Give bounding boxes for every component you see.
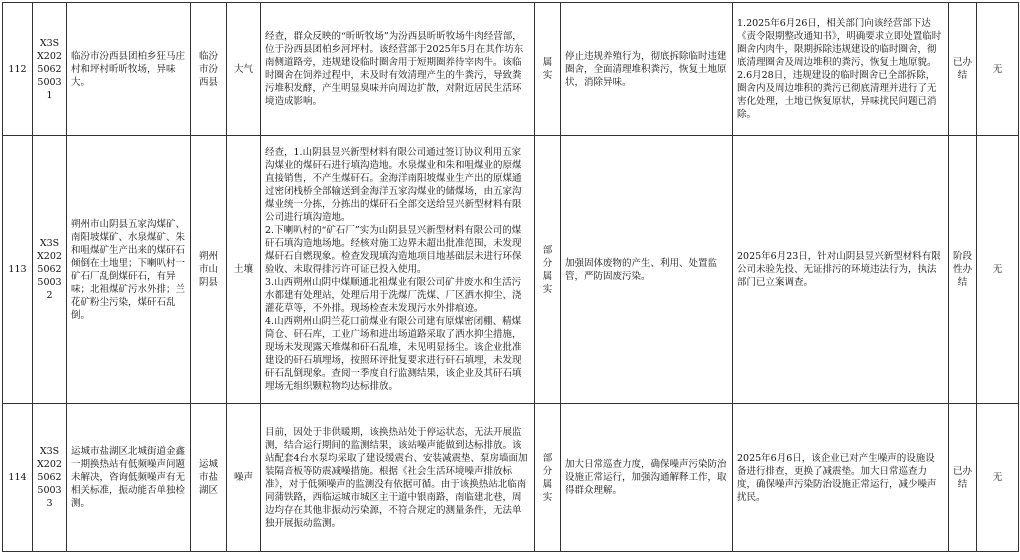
rectification-plan: 停止违规养殖行为，彻底拆除临时违建圈舍，全面清理堆积粪污，恢复土地原状，消除异味。 [561,3,733,136]
complaint-content: 运城市盐湖区北城街道金鑫一期换热站有低频噪声问题未解决，咨询低频噪声有无相关标准，振动能否单独检测。 [67,404,191,552]
case-status: 已办结 [949,3,977,136]
complaint-content: 临汾市汾西县团柏乡狂马庄村和坪村昕昕牧场，异味大。 [67,3,191,136]
rectification-progress [733,136,949,404]
complaint-content: 朔州市山阴县五家沟煤矿、南阳坡煤矿、水泉煤矿、朱和咀煤矿生产出来的煤矸石倾倒在土地里；下喇叭村一矿石厂乱倒煤矸石，有异味；北祖煤矿污水外排；兰花矿粉尘污染，煤矸石乱倒。 [67,136,191,404]
verdict: 部分属实 [535,136,561,404]
findings-item: 3.山西朔州山阴中煤顺通北祖煤业有限公司矿井废水和生活污水都建有处理站，处理后用于洗煤厂洗煤、厂区洒水抑尘、浇灌花草等，不外排。现场检查未发现污水外排痕迹。 [265,277,522,314]
administrative-area: 运城市盐湖区 [191,404,227,552]
investigation-findings: 目前，因处于非供暖期，该换热站处于停运状态，无法开展监测，结合运行期间的监测结果，该站噪声能做到达标排放。该站配套4台水泵均采取了建设缓震台、安装减震垫、泵房墙面加装隔音板等防震减噪措施。根据《社会生活环境噪声排放标准》，对于低频噪声的监测没有依据可循。由于该换热站北临南同蒲铁路，西临运城市城区主干道中银南路，南临建北巷，周边均存在其他非振动污染源，不符合规定的测量条件，无法单独开展振动监测。 [261,404,535,552]
verdict: 属实 [535,3,561,136]
case-code: X3SX202506250033 [33,404,67,552]
findings-item: 经查，1.山阴县昱兴新型材料有限公司通过签订协议利用五家沟煤业的煤矸石进行填沟造地。水泉煤业和朱和咀煤业的原煤直接销售，不产生煤矸石。金海洋南阳坡煤业生产出的原煤通过密闭栈桥全部输送到金海洋五家沟煤业的储煤场，由五家沟煤业统一分拣，分拣出的煤矸石全部交送给昱兴新型材料有限公司进行填沟造地。 [265,147,522,223]
investigation-findings: 经查，群众反映的“昕昕牧场”为汾西县昕昕牧场牛肉经营部，位于汾西县团柏乡河坪村。该经营部于2025年5月在其作坊东南侧道路旁，违规建设临时圈舍用于短期圈养待宰肉牛。该临时圈舍在饲养过程中，未及时有效清理产生的牛粪污，导致粪污堆积发酵，产生明显臭味并向周边扩散，对附近居民生活环境造成影响。 [261,3,535,136]
investigation-findings [261,136,535,404]
pollution-type: 土壤 [227,136,261,404]
progress-item: 2025年6月23日，针对山阴县昱兴新型材料有限公司未验先投、无证排污的环境违法行为，执法部门已立案调查。 [737,251,941,288]
progress-item: 2025年6月6日，该企业已对产生噪声的设施设备进行排查，更换了减震垫。加大日常巡查力度，确保噪声污染防治设施正常运行，减少噪声扰民。 [737,452,937,503]
table-row [3,404,1019,552]
verdict: 部分属实 [535,404,561,552]
administrative-area: 朔州市山阴县 [191,136,227,404]
progress-item: 2.6月28日，违规建设的临时圈舍已全部拆除，圈舍内及周边堆积的粪污已彻底清理并进行了无害化处理，土地已恢复原状，异味扰民问题已消除。 [737,70,937,120]
rectification-plan: 加大日常巡查力度，确保噪声污染防治设施正常运行，加强沟通解释工作，取得群众理解。 [561,404,733,552]
case-code: X3SX202506250032 [33,136,67,404]
row-number: 112 [3,3,33,136]
progress-item: 1.2025年6月26日，相关部门向该经营部下达《责令限期整改通知书》，明确要求立即处置临时圈舍内肉牛，限期拆除违规建设的临时圈舍，彻底清理圈舍及周边堆积的粪污，恢复土地原貌。 [737,18,942,68]
rectification-progress [733,3,949,136]
row-number: 114 [3,404,33,552]
case-status: 已办结 [949,404,977,552]
accountability: 无 [977,404,1019,552]
table-row [3,3,1019,136]
table-row [3,136,1019,404]
row-number: 113 [3,136,33,404]
rectification-plan: 加强固体废物的产生、利用、处置监管，严防固废污染。 [561,136,733,404]
rectification-progress [733,404,949,552]
findings-item: 2.下喇叭村的“矿石厂”实为山阴县昱兴新型材料有限公司的煤矸石填沟造地场地。经核对施工边界未超出批准范围，未发现煤矸石自燃现象。检查发现填沟造地项目地基础层未进行环保验收、未取得排污许可证已投入使用。 [265,225,522,275]
pollution-type: 噪声 [227,404,261,552]
accountability: 无 [977,3,1019,136]
complaints-table [2,2,1019,552]
case-status: 阶段性办结 [949,136,977,404]
pollution-type: 大气 [227,3,261,136]
accountability: 无 [977,136,1019,404]
administrative-area: 临汾市汾西县 [191,3,227,136]
case-code: X3SX202506250031 [33,3,67,136]
findings-item: 4.山西朔州山阴兰花口前煤业有限公司建有原煤密闭棚、精煤筒仓、矸石库，工业广场和进出场道路采取了洒水抑尘措施，现场未发现露天堆煤和矸石乱堆，未见明显扬尘。该企业批准建设的矸石填埋场，按照环评批复要求进行矸石填埋，未发现矸石乱倒现象。查阅一季度自行监测结果，该企业及其矸石填埋场无组织颗粒物均达标排放。 [265,316,522,392]
